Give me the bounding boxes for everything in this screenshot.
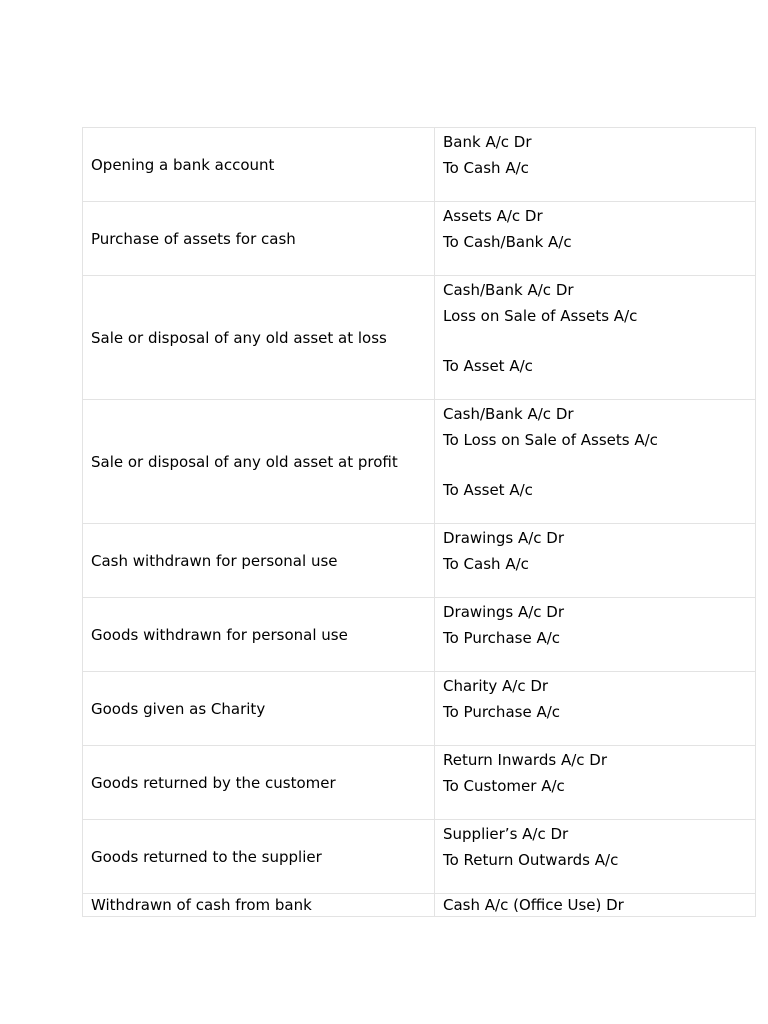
entry-line: To Asset A/c bbox=[443, 357, 533, 375]
transaction-cell: Goods given as Charity bbox=[83, 672, 435, 746]
table-row bbox=[83, 524, 756, 598]
entry-line: To Customer A/c bbox=[443, 777, 565, 795]
transaction-cell: Opening a bank account bbox=[83, 128, 435, 202]
entry-line: To Cash A/c bbox=[443, 555, 529, 573]
journal-entry-cell bbox=[435, 128, 756, 202]
table-row bbox=[83, 746, 756, 820]
entry-line: Drawings A/c Dr bbox=[443, 603, 565, 621]
transaction-cell: Sale or disposal of any old asset at loss bbox=[83, 276, 435, 400]
table-row bbox=[83, 128, 756, 202]
table-row bbox=[83, 202, 756, 276]
entry-line: To Purchase A/c bbox=[443, 629, 561, 647]
entry-line bbox=[443, 453, 747, 477]
entry-line: To Purchase A/c bbox=[443, 703, 561, 721]
entry-line: To Cash A/c bbox=[443, 159, 529, 177]
entry-line: To Cash/Bank A/c bbox=[443, 233, 572, 251]
entry-line: Bank A/c Dr bbox=[443, 133, 532, 151]
table-row bbox=[83, 820, 756, 894]
entry-line: Drawings A/c Dr bbox=[443, 529, 565, 547]
entry-line: Loss on Sale of Assets A/c bbox=[443, 307, 638, 325]
transaction-cell: Cash withdrawn for personal use bbox=[83, 524, 435, 598]
transaction-cell: Withdrawn of cash from bank bbox=[83, 894, 435, 917]
entry-line: To Loss on Sale of Assets A/c bbox=[443, 431, 658, 449]
table-row bbox=[83, 400, 756, 524]
entry-line: Return Inwards A/c Dr bbox=[443, 751, 607, 769]
journal-entry-cell bbox=[435, 524, 756, 598]
entry-line: Cash/Bank A/c Dr bbox=[443, 405, 574, 423]
table-row bbox=[83, 894, 756, 917]
journal-entry-cell bbox=[435, 400, 756, 524]
entry-line: Cash/Bank A/c Dr bbox=[443, 281, 574, 299]
transaction-cell: Purchase of assets for cash bbox=[83, 202, 435, 276]
journal-entry-cell bbox=[435, 894, 756, 917]
journal-entry-cell bbox=[435, 820, 756, 894]
transaction-cell: Goods withdrawn for personal use bbox=[83, 598, 435, 672]
journal-entry-cell bbox=[435, 672, 756, 746]
transaction-cell: Sale or disposal of any old asset at profit bbox=[83, 400, 435, 524]
journal-entry-cell bbox=[435, 202, 756, 276]
entry-line: Assets A/c Dr bbox=[443, 207, 543, 225]
journal-entry-cell bbox=[435, 598, 756, 672]
table-row bbox=[83, 598, 756, 672]
table-row bbox=[83, 672, 756, 746]
entry-line: Supplier’s A/c Dr bbox=[443, 825, 569, 843]
journal-entry-cell bbox=[435, 746, 756, 820]
entry-line: To Asset A/c bbox=[443, 481, 533, 499]
entry-line bbox=[443, 329, 747, 353]
journal-entry-cell bbox=[435, 276, 756, 400]
transaction-cell: Goods returned by the customer bbox=[83, 746, 435, 820]
entry-line: Charity A/c Dr bbox=[443, 677, 549, 695]
transaction-cell: Goods returned to the supplier bbox=[83, 820, 435, 894]
table-row bbox=[83, 276, 756, 400]
journal-entries-table bbox=[82, 127, 756, 917]
entry-line: Cash A/c (Office Use) Dr bbox=[443, 896, 624, 914]
entry-line: To Return Outwards A/c bbox=[443, 851, 619, 869]
